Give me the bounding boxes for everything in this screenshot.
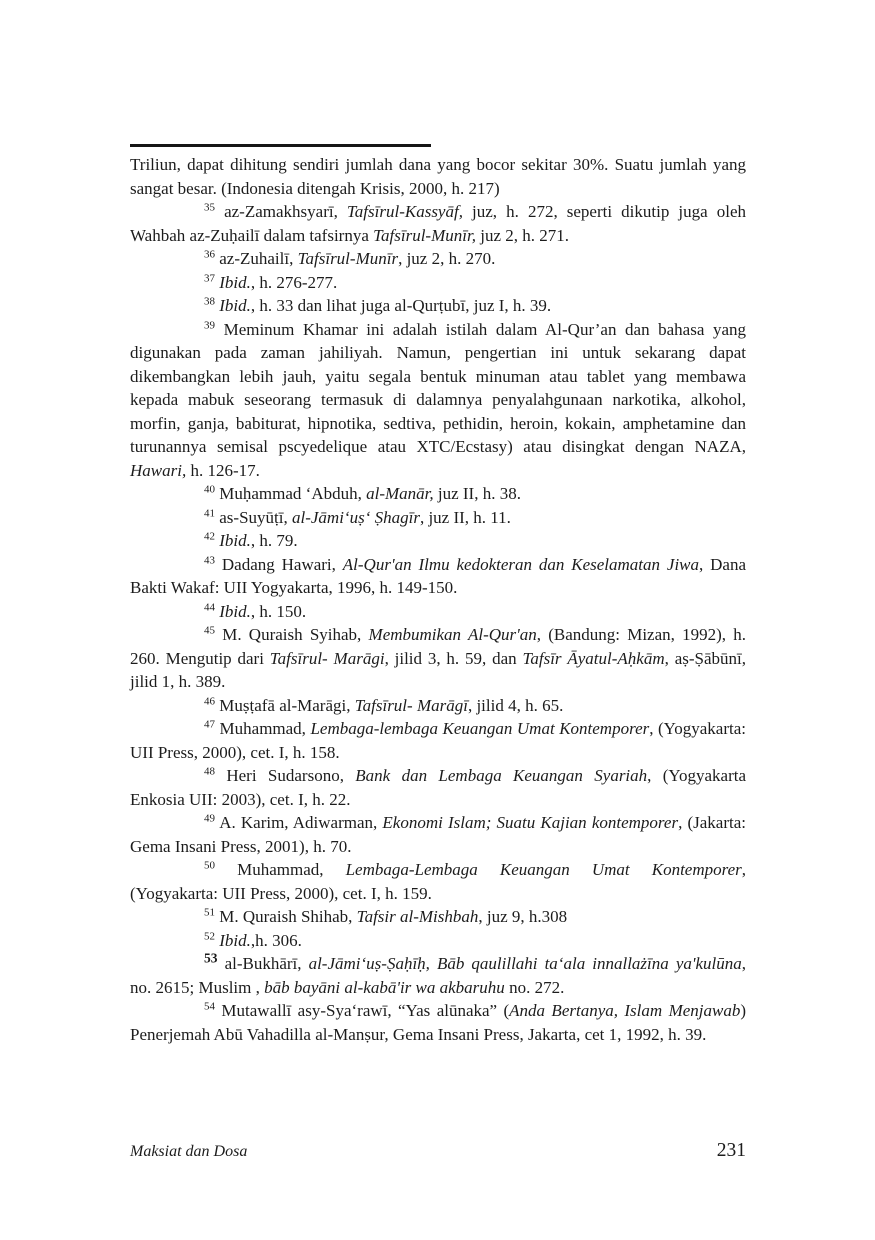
text-run: al-Jāmi‘uṣ‘ Ṣhagīr xyxy=(291,507,420,527)
text-run: Ibid. xyxy=(219,930,251,950)
text-run: juz II, h. 38. xyxy=(433,484,521,503)
footnote-paragraph xyxy=(130,858,746,905)
text-run: Tafsīrul- Marāgi xyxy=(269,648,385,668)
footnote-paragraph xyxy=(130,999,746,1046)
footnote-number: 49 xyxy=(204,812,215,825)
text-run: , (Yogyakarta: UII Press, 2000), cet. I, h. 158. xyxy=(130,719,746,762)
text-run: , juz II, h. 11. xyxy=(419,507,511,527)
text-run: , (Yogyakarta Enkosia UII: 2003), cet. I, h. 22. xyxy=(130,766,747,809)
text-run: Heri Sudarsono, xyxy=(226,766,356,785)
footnote-number: 47 xyxy=(204,718,215,731)
text-run: Triliun, dapat dihitung sendiri jumlah dana yang bocor sekitar 30%. Suatu jumlah yang sangat besar. (Indonesia ditengah Krisis, 2000, h. 217) xyxy=(130,155,746,198)
text-run: Ekonomi Islam; Suatu Kajian kontemporer xyxy=(382,813,679,832)
text-run: , (Yogyakarta: UII Press, 2000), cet. I, h. 159. xyxy=(130,860,747,903)
footnote-paragraph xyxy=(130,247,746,271)
text-run: Bank dan Lembaga Keuangan Syariah xyxy=(355,766,648,785)
footnote-number: 46 xyxy=(204,694,215,707)
text-run: no. 272. xyxy=(504,977,565,997)
footnote-paragraph xyxy=(130,506,746,530)
text-run: , jilid 4, h. 65. xyxy=(467,695,564,715)
text-run: Mutawallī asy-Sya‘rawī, “Yas alūnaka” ( xyxy=(221,1001,510,1020)
text-run: ,h. 306. xyxy=(250,930,302,950)
text-run: Ibid. xyxy=(219,531,251,550)
footnote-number: 42 xyxy=(204,530,215,543)
text-run: , h. 33 dan lihat juga al-Qurṭubī, juz I, h. 39. xyxy=(250,296,552,315)
footnote-number: 54 xyxy=(204,1000,215,1013)
page-footer xyxy=(130,1140,746,1162)
text-run: Anda Bertanya, Islam Menjawab xyxy=(509,1001,741,1020)
footnote-paragraph xyxy=(130,200,746,247)
text-run: Hawari, xyxy=(130,460,187,480)
text-run: M. Quraish Shihab, xyxy=(219,907,357,926)
text-run: Tafsīrul-Munīr xyxy=(297,249,399,268)
text-run: Muḥammad ‘Abduh, xyxy=(219,484,367,503)
footnote-paragraph xyxy=(130,952,746,999)
footnote-number: 52 xyxy=(204,929,215,942)
footnote-number: 53 xyxy=(204,950,218,966)
text-run: Lembaga-Lembaga Keuangan Umat Kontemporer xyxy=(345,860,742,879)
text-run: M. Quraish Syihab, xyxy=(222,625,369,644)
text-run: , no. 2615; Muslim , xyxy=(130,954,747,997)
footnote-number: 48 xyxy=(204,765,215,778)
footnote-number: 50 xyxy=(204,859,215,872)
footnote-number: 37 xyxy=(204,271,215,284)
text-run: Muṣṭafā al-Marāgi, xyxy=(219,695,355,715)
footnote-paragraph xyxy=(130,529,746,553)
text-run: juz, h. 272, seperti dikutip juga oleh Wahbah az-Zuḥailī dalam tafsirnya xyxy=(130,202,747,245)
text-run: Ibid. xyxy=(219,601,251,621)
footnotes-block xyxy=(130,153,746,1046)
footnote-number: 38 xyxy=(204,295,215,308)
text-run: , (Jakarta: Gema Insani Press, 2001), h. 70. xyxy=(130,813,746,856)
footnote-number: 40 xyxy=(204,483,215,496)
footnotes-list xyxy=(130,200,746,1046)
footnote-number: 35 xyxy=(204,201,215,214)
footnote-number: 36 xyxy=(204,248,215,261)
text-run: , h. 150. xyxy=(250,601,307,621)
text-run: , Dana Bakti Wakaf: UII Yogyakarta, 1996, h. 149-150. xyxy=(130,554,747,597)
text-run: Dadang Hawari, xyxy=(221,554,343,574)
footnote-paragraph xyxy=(130,318,746,483)
text-run: Al-Qur'an Ilmu kedokteran dan Keselamatan Jiwa xyxy=(342,554,700,574)
text-run: Meminum Khamar ini adalah istilah dalam Al-Qur’an dan bahasa yang digunakan pada zaman jahiliyah. Namun, pengertian ini untuk sekarang dapat dikembangkan lebih jauh, yaitu segala bentuk minuman atau tablet yang membawa kepada mabuk seseorang termasuk di dalamnya penyalahgunaan narkotika, alkohol, morfin, ganja, babiturat, hipnotika, sedtiva, pethidin, heroin, kokain, amphetamine dan turunannya semisal pscyedelique atau XTC/Ecstasy) atau disingkat dengan NAZA, xyxy=(130,319,747,456)
footnote-paragraph xyxy=(130,929,746,953)
text-run: , jilid 3, h. 59, dan xyxy=(384,648,523,668)
text-run: juz 2, h. 271. xyxy=(475,225,569,245)
text-run: al-Manār, xyxy=(366,484,434,503)
text-run: Tafsīrul- Marāgī xyxy=(354,695,468,715)
running-title: Maksiat dan Dosa xyxy=(130,1143,248,1160)
text-run: Lembaga-lembaga Keuangan Umat Kontemporer xyxy=(310,719,650,738)
footnote-number: 43 xyxy=(204,553,215,566)
footnote-paragraph xyxy=(130,294,746,318)
footnote-number: 39 xyxy=(204,318,215,331)
text-run: Tafsīr Āyatul-Aḥkām xyxy=(522,648,665,668)
text-run: Ibid. xyxy=(219,296,251,315)
footnote-paragraph xyxy=(130,811,746,858)
footnote-paragraph xyxy=(130,553,746,600)
footnote-separator-rule xyxy=(130,144,431,147)
text-run: , juz 2, h. 270. xyxy=(398,249,496,268)
footnote-paragraph xyxy=(130,623,746,694)
footnote-paragraph xyxy=(130,764,746,811)
text-run: az-Zuhailī, xyxy=(219,249,298,268)
text-run: , juz 9, h.308 xyxy=(478,907,568,926)
footnote-paragraph xyxy=(130,600,746,624)
text-run: , h. 276-277. xyxy=(250,272,338,292)
text-run: A. Karim, Adiwarman, xyxy=(219,813,383,832)
footnote-number: 51 xyxy=(204,906,215,919)
text-run: Ibid. xyxy=(219,272,251,292)
text-run: al-Bukhārī, xyxy=(224,954,309,973)
text-run: , (Bandung: Mizan, 1992), h. 260. Mengutip dari xyxy=(130,625,746,668)
text-run: al-Jāmi‘uṣ-Ṣaḥīḥ, Bāb qaulillahi ta‘ala innallażīna ya'kulūna xyxy=(308,954,742,973)
footnote-paragraph xyxy=(130,271,746,295)
footnote-number: 44 xyxy=(204,600,215,613)
text-run: , aṣ-Ṣābūnī, jilid 1, h. 389. xyxy=(130,648,746,691)
page-number: 231 xyxy=(716,1140,746,1161)
footnote-paragraph xyxy=(130,482,746,506)
text-run: az-Zamakhsyarī, xyxy=(224,202,347,221)
continuation-paragraph xyxy=(130,153,746,200)
footnote-number: 45 xyxy=(204,624,215,637)
text-run: as-Suyūṭī, xyxy=(219,507,292,527)
footnote-paragraph xyxy=(130,905,746,929)
text-run: ) Penerjemah Abū Vahadilla al-Manṣur, Gema Insani Press, Jakarta, cet 1, 1992, h. 39. xyxy=(130,1001,747,1044)
text-run: , h. 79. xyxy=(250,531,298,550)
text-run: Muhammad, xyxy=(237,860,346,879)
text-run: Tafsir al-Mishbah xyxy=(356,907,479,926)
footnote-paragraph xyxy=(130,717,746,764)
text-run: Tafsīrul-Munīr, xyxy=(373,225,476,245)
text-run: Tafsīrul-Kassyāf, xyxy=(346,202,463,221)
text-run: Membumikan Al-Qur'an xyxy=(368,625,537,644)
footnote-number: 41 xyxy=(204,506,215,519)
text-run: bāb bayāni al-kabā'ir wa akbaruhu xyxy=(264,977,505,997)
text-run: Muhammad, xyxy=(219,719,311,738)
text-run: h. 126-17. xyxy=(186,460,260,480)
footnote-paragraph xyxy=(130,694,746,718)
